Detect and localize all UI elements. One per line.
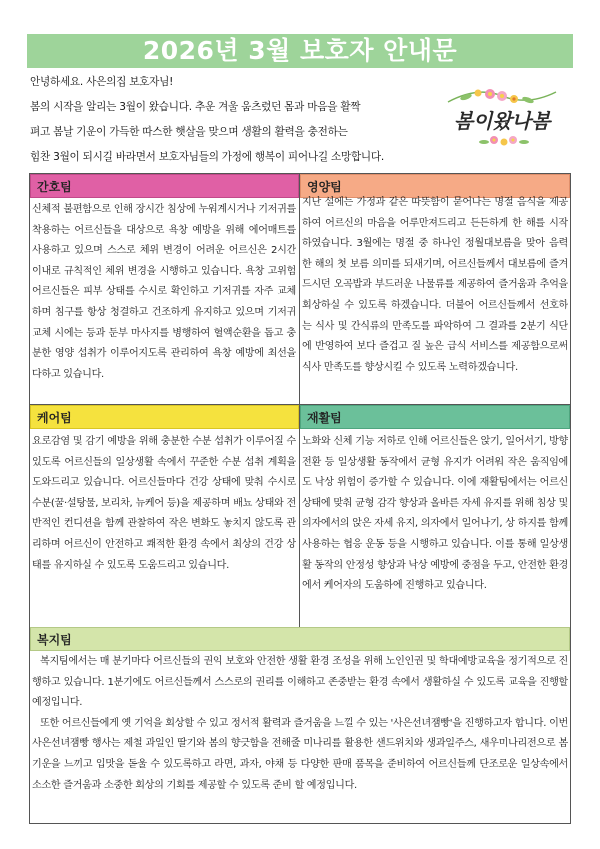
flower-icon bbox=[479, 136, 529, 146]
section-body-nutrition bbox=[302, 193, 568, 403]
section-body-care bbox=[32, 432, 296, 624]
intro-line: 봄의 시작을 알리는 3월이 왔습니다. 추운 겨울 움츠렸던 몸과 마음을 활짝 bbox=[30, 101, 361, 113]
section-paragraph: 지난 설에는 가정과 같은 따뜻함이 묻어나는 명절 음식을 제공하여 어르신의 마음을 어루만져드리고 든든하게 한 해를 시작하였습니다. 3월에는 명절 중 하나인 정월대보름을 맞아 음력 한 해의 첫 보름 의미를 되새기며, 어르신들께서 대보름에 즐겨 드시던 오곡밥과 부드러운 나물류를 제공하여 즐거움과 추억을 회상하실 수 있도록 하겠습니다. 더불어 어르신들께서 선호하는 식사 및 간식류의 만족도를 파악하여 그 결과를 2분기 식단에 반영하여 보다 즐겁고 질 높은 급식 서비스를 제공함으로써 식사 만족도를 향상시킬 수 있도록 노력하겠습니다. bbox=[302, 197, 568, 373]
logo-text: 봄이왔나봄 bbox=[453, 109, 551, 133]
section-title-welfare: 복지팀 bbox=[30, 627, 570, 651]
section-title-nursing: 간호팀 bbox=[30, 174, 299, 198]
section-title-nutrition: 영양팀 bbox=[300, 174, 570, 198]
intro-line: 힘찬 3월이 되시길 바라면서 보호자님들의 가정에 행복이 피어나길 소망합니다. bbox=[30, 151, 385, 163]
section-title-care: 케어팀 bbox=[30, 405, 299, 429]
section-paragraph: 복지팀에서는 매 분기마다 어르신들의 권익 보호와 안전한 생활 환경 조성을 위해 노인인권 및 학대예방교육을 정기적으로 진행하고 있습니다. 1분기에도 어르신들께서 스스로의 권리를 이해하고 존중받는 환경 속에서 생활하실 수 있도록 교육을 진행할 예정입니다. bbox=[32, 656, 568, 709]
spring-logo bbox=[438, 80, 566, 156]
intro-line: 펴고 봄날 기운이 가득한 따스한 햇살을 맞으며 생활의 활력을 충전하는 bbox=[30, 126, 348, 138]
section-paragraph: 신체적 불편함으로 인해 장시간 침상에 누워계시거나 기저귀를 착용하는 어르신들을 대상으로 욕창 예방을 위해 에어매트를 사용하고 있으며 스스로 체위 변경이 어려운 어르신은 2시간 이내로 규칙적인 체위 변경을 시행하고 있습니다. 욕창 고위험 어르신들은 피부 상태를 수시로 확인하고 기저귀를 자주 교체하며 침구를 항상 청결하고 건조하게 유지하고 있으며 기저귀 교체 시에는 등과 둔부 마사지를 병행하여 혈액순환을 돕고 충분한 영양 섭취가 이루어지도록 관리하여 욕창 예방에 최선을 다하고 있습니다. bbox=[32, 204, 296, 380]
flower-icon bbox=[460, 89, 535, 104]
intro-text bbox=[30, 70, 450, 170]
column-divider bbox=[299, 173, 300, 627]
section-body-nursing bbox=[32, 200, 296, 402]
page-title: 2026년 3월 보호자 안내문 bbox=[27, 34, 573, 68]
section-body-rehab bbox=[302, 432, 568, 624]
section-title-rehab: 재활팀 bbox=[300, 405, 570, 429]
section-body-welfare bbox=[32, 652, 568, 828]
intro-line: 안녕하세요. 사은의집 보호자님! bbox=[30, 76, 174, 88]
section-paragraph: 또한 어르신들에게 옛 기억을 회상할 수 있고 정서적 활력과 즐거움을 느낄 수 있는 '사은선녀잼빵'을 진행하고자 합니다. 이번 사은선녀잼빵 행사는 제철 과일인 딸기와 봄의 향긋함을 전해줄 미나리를 활용한 샌드위치와 생과일주스, 새우미나리전으로 봄 기운을 느끼고 입맛을 돋울 수 있도록하고 라면, 과자, 야채 등 다양한 판매 품목을 준비하여 어르신들께 단조로운 일상속에서 소소한 즐거움과 소중한 회상의 기회를 제공할 수 있도록 준비 할 예정입니다. bbox=[32, 717, 568, 791]
section-paragraph: 요로감염 및 감기 예방을 위해 충분한 수분 섭취가 이루어질 수 있도록 어르신들의 일상생활 속에서 꾸준한 수분 섭취 계획을 도와드리고 있습니다. 어르신들마다 건강 상태에 맞춰 수시로 수분(꿀·설탕물, 보리차, 뉴케어 등)을 제공하며 배뇨 상태와 전반적인 컨디션을 함께 관찰하여 작은 변화도 놓치지 않도록 관리하며 어르신이 안전하고 쾌적한 환경 속에서 최상의 건강 상태를 유지하실 수 있도록 도움드리고 있습니다. bbox=[32, 436, 296, 571]
section-paragraph: 노화와 신체 기능 저하로 인해 어르신들은 앉기, 일어서기, 방향 전환 등 일상생활 동작에서 균형 유지가 어려워 작은 움직임에도 낙상 위험이 증가할 수 있습니다. 이에 재활팀에서는 어르신 상태에 맞춰 균형 감각 향상과 올바른 자세 유지를 위해 침상 및 의자에서의 앉은 자세 유지, 의자에서 일어나기, 상 하지를 함께 사용하는 협응 운동 등을 시행하고 있습니다. 이를 통해 일상생활 동작의 안정성 향상과 낙상 예방에 중점을 두고, 안전한 환경에서 케어자의 도움하에 진행하고 있습니다. bbox=[302, 436, 568, 592]
